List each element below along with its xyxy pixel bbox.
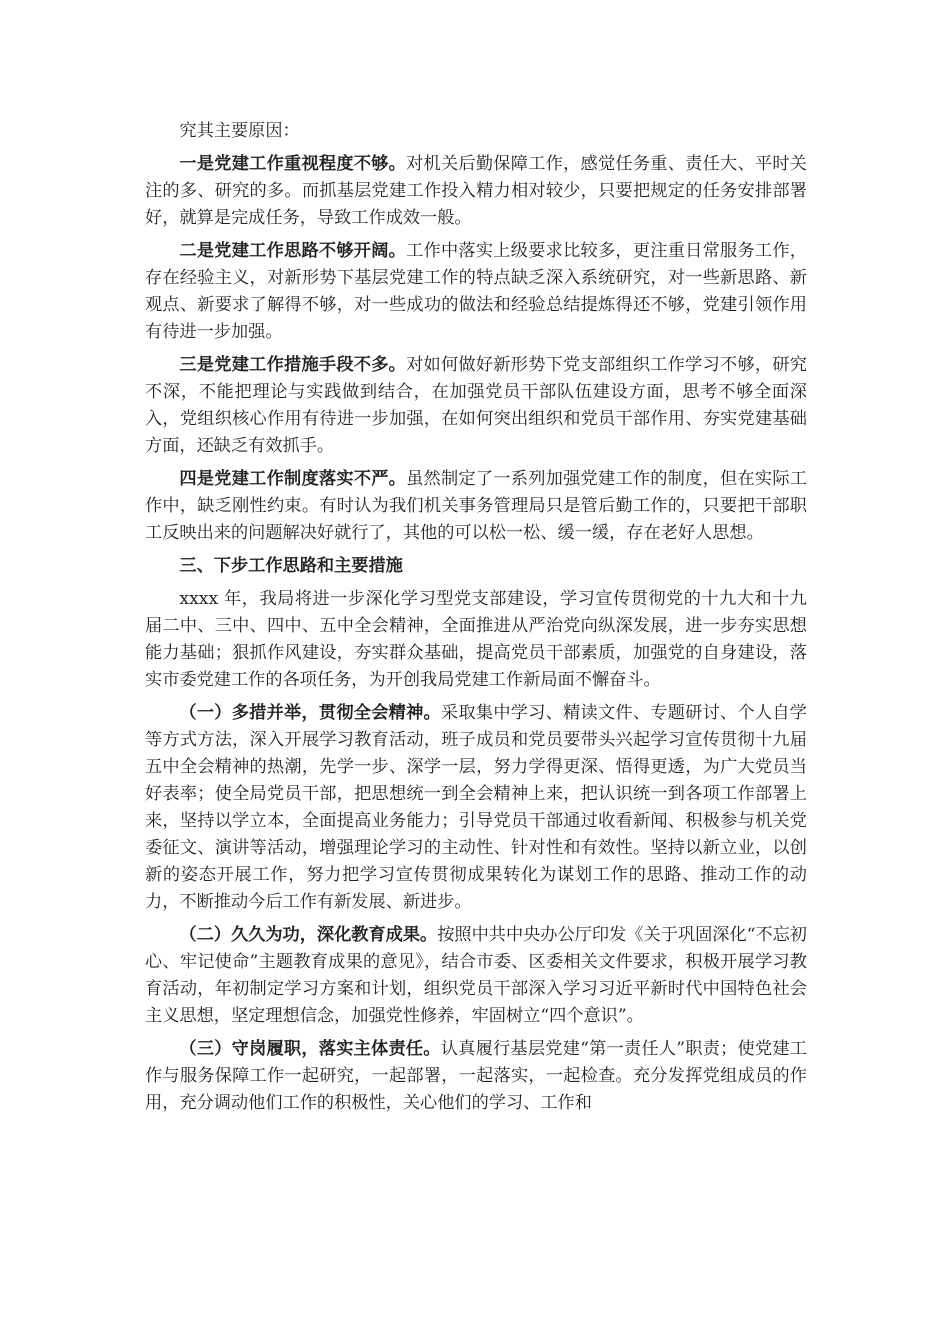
reason-paragraph-4 <box>145 466 807 547</box>
measure-paragraph-3 <box>145 1036 807 1117</box>
measure-text-1: 采取集中学习、精读文件、专题研讨、个人自学等方式方法，深入开展学习教育活动，班子成员和党员要带头兴起学习宣传贯彻十九届五中全会精神的热潮，先学一步、深学一层，努力学得更深、悟得更透，为广大党员当好表率；使全局党员干部，把思想统一到全会精神上来，把认识统一到各项工作部署上来，坚持以学立本，全面提高业务能力；引导党员干部通过收看新闻、积极参与机关党委征文、演讲等活动，增强理论学习的主动性、针对性和有效性。坚持以新立业，以创新的姿态开展工作，努力把学习宣传贯彻成果转化为谋划工作的思路、推动工作的动力，不断推动今后工作有新发展、新进步。 <box>145 703 807 912</box>
intro-paragraph: 究其主要原因： <box>179 121 300 141</box>
reason-text-2: 工作中落实上级要求比较多，更注重日常服务工作，存在经验主义，对新形势下基层党建工作的特点缺乏深入系统研究，对一些新思路、新观点、新要求了解得不够，对一些成功的做法和经验总结提炼得还不够，党建引领作用有待进一步加强。 <box>145 241 807 342</box>
document-page <box>145 118 807 1123</box>
measure-paragraph-1 <box>145 700 807 916</box>
section-heading: 三、下步工作思路和主要措施 <box>179 556 403 576</box>
reason-text-4: 虽然制定了一系列加强党建工作的制度，但在实际工作中，缺乏刚性约束。有时认为我们机关事务管理局只是管后勤工作的，只要把干部职工反映出来的问题解决好就行了，其他的可以松一松、缓一缓，存在老好人思想。 <box>145 469 807 543</box>
measure-lead-2: （二）久久为功，深化教育成果。 <box>179 925 438 945</box>
measure-lead-1: （一）多措并举，贯彻全会精神。 <box>179 703 441 723</box>
reason-lead-3: 三是党建工作措施手段不多。 <box>179 355 407 375</box>
measure-lead-3: （三）守岗履职，落实主体责任。 <box>179 1039 441 1059</box>
reason-paragraph-3 <box>145 352 807 460</box>
reason-paragraph-1 <box>145 151 807 232</box>
measure-paragraph-2 <box>145 922 807 1030</box>
reason-lead-2: 二是党建工作思路不够开阔。 <box>179 241 407 261</box>
reason-text-3: 对如何做好新形势下党支部组织工作学习不够，研究不深，不能把理论与实践做到结合，在加强党员干部队伍建设方面，思考不够全面深入，党组织核心作用有待进一步加强，在如何突出组织和党员干部作用、夯实党建基础方面，还缺乏有效抓手。 <box>145 355 807 456</box>
reason-lead-4: 四是党建工作制度落实不严。 <box>179 469 407 489</box>
measure-text-3: 认真履行基层党建“第一责任人”职责；使党建工作与服务保障工作一起研究，一起部署，一起落实，一起检查。充分发挥党组成员的作用，充分调动他们工作的积极性，关心他们的学习、工作和 <box>145 1039 807 1113</box>
measure-text-2: 按照中共中央办公厅印发《关于巩固深化“不忘初心、牢记使命”主题教育成果的意见》，结合市委、区委相关文件要求，积极开展学习教育活动，年初制定学习方案和计划，组织党员干部深入学习习近平新时代中国特色社会主义思想，坚定理想信念，加强党性修养，牢固树立“四个意识”。 <box>145 925 807 1026</box>
reason-paragraph-2 <box>145 238 807 346</box>
reason-lead-1: 一是党建工作重视程度不够。 <box>179 154 407 174</box>
reason-text-1: 对机关后勤保障工作，感觉任务重、责任大、平时关注的多、研究的多。而抓基层党建工作投入精力相对较少，只要把规定的任务安排部署好，就算是完成任务，导致工作成效一般。 <box>145 154 807 228</box>
section-intro-paragraph: xxxx 年，我局将进一步深化学习型党支部建设，学习宣传贯彻党的十九大和十九届二中、三中、四中、五中全会精神，全面推进从严治党向纵深发展，进一步夯实思想能力基础；狠抓作风建设，夯实群众基础，提高党员干部素质，加强党的自身建设，落实市委党建工作的各项任务，为开创我局党建工作新局面不懈奋斗。 <box>145 589 807 690</box>
